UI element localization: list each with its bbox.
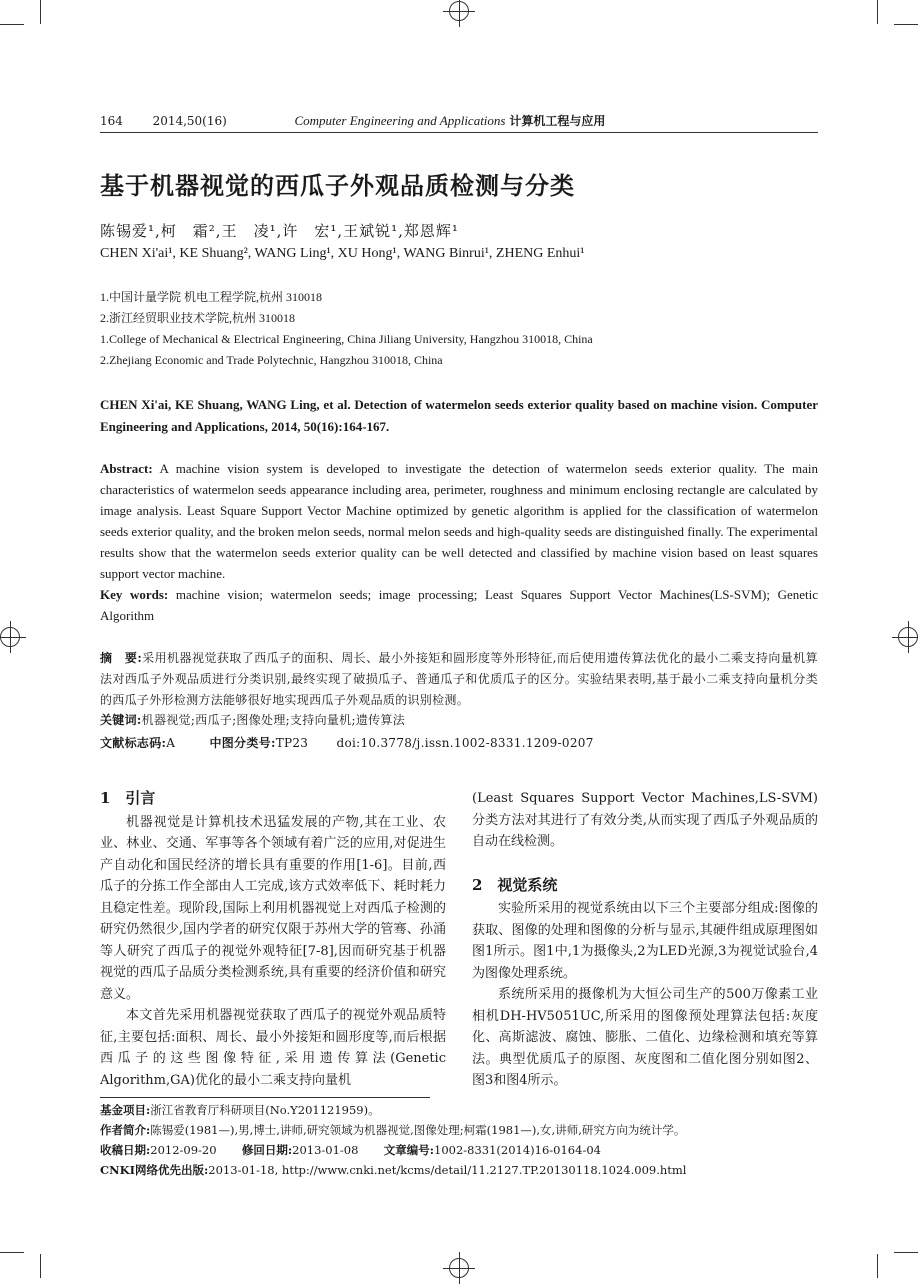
keywords-en xyxy=(100,584,818,626)
crop-mark xyxy=(894,24,918,25)
citation: CHEN Xi'ai, KE Shuang, WANG Ling, et al. Detection of watermelon seeds exterior quality based on machine vision. Computer Engineering and Applications, 2014, 50(16):164-167. xyxy=(100,397,818,434)
doi: doi:10.3778/j.issn.1002-8331.1209-0207 xyxy=(336,736,594,750)
header-rule xyxy=(100,132,818,133)
document-info xyxy=(100,733,818,754)
registration-mark-icon xyxy=(0,627,20,647)
doc-code: A xyxy=(166,736,176,750)
registration-mark-icon xyxy=(449,1,469,21)
footnote-rule xyxy=(100,1097,430,1098)
authors-cn: 陈锡爱¹,柯 霜²,王 凌¹,许 宏¹,王斌锐¹,郑恩辉¹ xyxy=(100,222,459,240)
footnotes xyxy=(100,1100,818,1180)
keywords-label: Key words: xyxy=(100,587,169,602)
affiliation: 2.浙江经贸职业技术学院,杭州 310018 xyxy=(100,311,296,325)
paragraph: 系统所采用的摄像机为大恒公司生产的500万像素工业相机DH-HV5051UC,所采用的图像预处理算法包括:灰度化、高斯滤波、腐蚀、膨胀、二值化、边缘检测和填充等算法。典型优质瓜子的原图、灰度图和二值化图分别如图2、图3和图4所示。 xyxy=(472,987,818,1088)
paragraph: 本文首先采用机器视觉获取了西瓜子的视觉外观品质特征,主要包括:面积、周长、最小外接矩和圆形度等,而后根据西瓜子的这些图像特征,采用遗传算法(Genetic Algorithm,GA)优化的最小二乘支持向量机 xyxy=(100,1008,446,1088)
keywords-cn xyxy=(100,710,818,731)
running-header xyxy=(100,112,818,129)
paragraph: 机器视觉是计算机技术迅猛发展的产物,其在工业、农业、林业、交通、军事等各个领域有着广泛的应用,对促进生产自动化和国民经济的增长具有重要的作用[1-6]。目前,西瓜子的分拣工作全部由人工完成,该方式效率低下、耗时耗力且稳定性差。现阶段,国际上利用机器视觉上对西瓜子检测的研究仍然很少,国内学者的研究仅限于苏州大学的管骞、孙涌等人研究了西瓜子的视觉外观特征[7-8],因而研究基于机器视觉的西瓜子品质分类检测系统,具有重要的经济价值和研究意义。 xyxy=(100,814,446,1002)
section-heading: 1 引言 xyxy=(100,789,156,807)
keywords-cn-label: 关键词: xyxy=(100,713,142,727)
registration-mark-icon xyxy=(898,627,918,647)
left-column xyxy=(100,788,446,1091)
paragraph: (Least Squares Support Vector Machines,LS-SVM)分类方法对其进行了有效分类,从而实现了西瓜子外观品质的自动在线检测。 xyxy=(472,791,818,849)
fund-info: 基金项目:浙江省教育厅科研项目(No.Y201121959)。 xyxy=(100,1103,380,1117)
page-number: 164 xyxy=(100,114,123,128)
affiliation: 1.College of Mechanical & Electrical Engineering, China Jiliang University, Hangzhou 310018, China xyxy=(100,332,593,346)
registration-mark-icon xyxy=(449,1258,469,1278)
keywords-text: machine vision; watermelon seeds; image processing; Least Squares Support Vector Machines(LS-SVM); Genetic Algorithm xyxy=(100,587,818,623)
paragraph: 实验所采用的视觉系统由以下三个主要部分组成:图像的获取、图像的处理和图像的分析与显示,其硬件组成原理图如图1所示。图1中,1为摄像头,2为LED光源,3为视觉试验台,4为图像处理系统。 xyxy=(472,901,818,981)
cnki-info: CNKI网络优先出版:2013-01-18, http://www.cnki.net/kcms/detail/11.2127.TP.20130118.1024.009.html xyxy=(100,1163,687,1177)
abstract-text: A machine vision system is developed to investigate the detection of watermelon seeds exterior quality. The main characteristics of watermelon seeds appearance including area, perimeter, roughness and minimum enclosing rectangle are calculated by image analysis. Least Square Support Vector Machine optimized by genetic algorithm is applied for the classification of watermelon seeds exterior quality, and the broken melon seeds, normal melon seeds and high-quality seeds are distinguished finally. The experimental results show that the watermelon seeds exterior quality can be well detected and classified by machine vision based on least squares support vector machine. xyxy=(100,461,818,581)
author-bio: 作者简介:陈锡爱(1981—),男,博士,讲师,研究领域为机器视觉,图像处理;柯霜(1981—),女,讲师,研究方向为统计学。 xyxy=(100,1123,686,1137)
right-column xyxy=(472,788,818,1092)
crop-mark xyxy=(877,0,878,24)
abstract-cn-label: 摘 要: xyxy=(100,651,143,665)
crop-mark xyxy=(40,1254,41,1278)
paper-title: 基于机器视觉的西瓜子外观品质检测与分类 xyxy=(100,171,575,200)
class-number: TP23 xyxy=(275,736,309,750)
journal-name-en: Computer Engineering and Applications xyxy=(294,113,506,128)
abstract-label: Abstract: xyxy=(100,461,153,476)
section-heading: 2 视觉系统 xyxy=(472,875,558,894)
affiliations xyxy=(100,287,818,371)
crop-mark xyxy=(0,24,24,25)
crop-mark xyxy=(40,0,41,24)
abstract-cn xyxy=(100,648,818,711)
crop-mark xyxy=(877,1254,878,1278)
journal-name-cn: 计算机工程与应用 xyxy=(509,114,606,128)
issue: 2014,50(16) xyxy=(152,114,227,128)
dates-info: 收稿日期:2012-09-20 修回日期:2013-01-08 文章编号:1002-8331(2014)16-0164-04 xyxy=(100,1143,601,1157)
class-label: 中图分类号: xyxy=(209,736,276,750)
abstract-en xyxy=(100,458,818,584)
abstract-cn-text: 采用机器视觉获取了西瓜子的面积、周长、最小外接矩和圆形度等外形特征,而后使用遗传算法优化的最小二乘支持向量机算法对西瓜子外观品质进行分类识别,最终实现了破损瓜子、普通瓜子和优质瓜子的区分。实验结果表明,基于最小二乘支持向量机分类的西瓜子外形检测方法能够很好地实现西瓜子外观品质的识别检测。 xyxy=(100,651,818,707)
crop-mark xyxy=(0,1252,24,1253)
affiliation: 2.Zhejiang Economic and Trade Polytechnic, Hangzhou 310018, China xyxy=(100,353,443,367)
crop-mark xyxy=(894,1252,918,1253)
doc-code-label: 文献标志码: xyxy=(100,736,167,750)
authors-en: CHEN Xi'ai¹, KE Shuang², WANG Ling¹, XU Hong¹, WANG Binrui¹, ZHENG Enhui¹ xyxy=(100,246,585,261)
affiliation: 1.中国计量学院 机电工程学院,杭州 310018 xyxy=(100,290,323,304)
keywords-cn-text: 机器视觉;西瓜子;图像处理;支持向量机;遗传算法 xyxy=(141,713,406,727)
